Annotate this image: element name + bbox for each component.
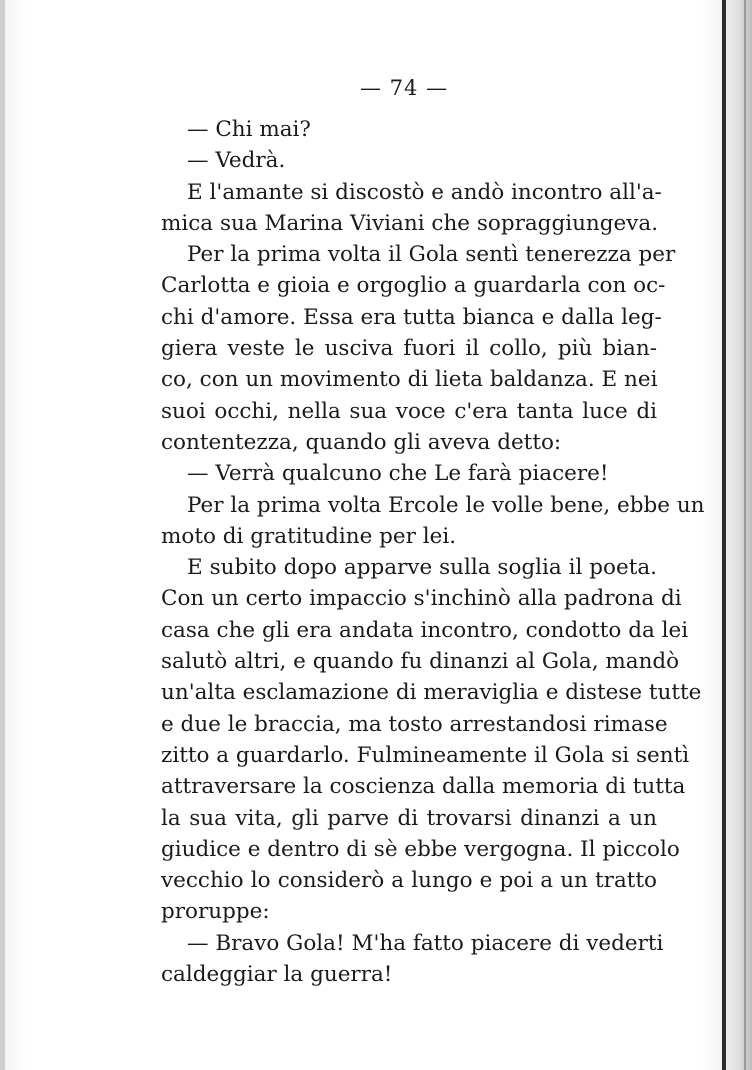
text-line: zitto a guardarlo. Fulmineamente il Gola si sentì [161,742,690,768]
text-line: — Bravo Gola! M'ha fatto piacere di vederti [187,930,664,956]
page-number: — 74 — [360,76,449,100]
text-line: E l'amante si discostò e andò incontro all'a- [187,179,662,205]
text-line: casa che gli era andata incontro, condotto da lei [161,617,689,643]
text-line: suoi occhi, nella sua voce c'era tanta luce di [161,398,657,424]
text-line: caldeggiar la guerra! [161,962,393,988]
text-line: co, con un movimento di lieta baldanza. E nei [161,367,658,393]
text-line: — Verrà qualcuno che Le farà piacere! [187,461,609,487]
text-line: giudice e dentro di sè ebbe vergogna. Il piccolo [161,836,680,862]
page-gutter-shadow [744,0,746,1070]
page-text [161,114,705,990]
text-line: giera veste le usciva fuori il collo, più bian- [161,336,657,362]
text-line: E subito dopo apparve sulla soglia il poeta. [187,555,657,581]
text-line: attraversare la coscienza dalla memoria di tutta [161,774,686,800]
text-line: contentezza, quando gli aveva detto: [161,429,562,455]
text-line: chi d'amore. Essa era tutta bianca e dalla leg- [161,304,662,330]
page-left-edge [0,0,5,1070]
text-line: Carlotta e gioia e orgoglio a guardarla con oc- [161,273,666,299]
text-line: un'alta esclamazione di meraviglia e distese tutte [161,680,702,706]
text-line: Per la prima volta Ercole le volle bene, ebbe un [187,492,705,518]
text-line: la sua vita, gli parve di trovarsi dinanzi a un [161,805,657,831]
text-line: salutò altri, e quando fu dinanzi al Gola, mandò [161,649,680,675]
text-line: — Vedrà. [187,148,286,174]
text-line: moto di gratitudine per lei. [161,523,457,549]
text-line: Per la prima volta il Gola sentì tenerezza per [187,242,676,268]
text-line: — Chi mai? [187,117,311,142]
text-line: mica sua Marina Viviani che sopraggiungeva. [161,210,659,236]
text-line: Con un certo impaccio s'inchinò alla padrona di [161,586,682,612]
text-line: vecchio lo considerò a lungo e poi a un tratto [161,868,657,894]
text-line: e due le braccia, ma tosto arrestandosi rimase [161,711,668,737]
text-line: proruppe: [161,899,270,925]
page-binding-edge [722,0,726,1070]
